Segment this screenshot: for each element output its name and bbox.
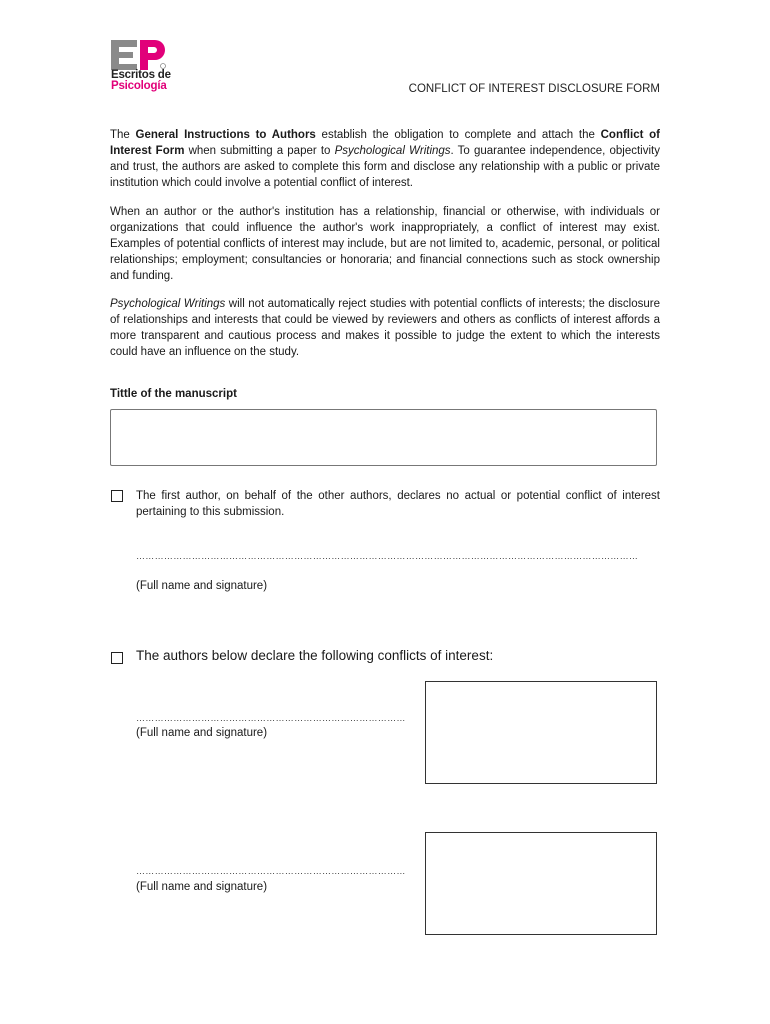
intro-paragraph-2: When an author or the author's institution has a relationship, financial or otherwise, with individuals or organizations that could influence the author's work inappropriately, a conflict of interest may exist. Examples of potential conflicts of interest may include, but are not limited to, academic, personal, or political relationships; employment; consultancies or honoraria; and financial connections such as stock ownership and funding. [110, 206, 660, 282]
conflicts-checkbox[interactable] [111, 652, 123, 664]
manuscript-title-field[interactable] [110, 409, 657, 466]
signature-label: (Full name and signature) [136, 727, 268, 739]
signature-label: (Full name and signature) [136, 580, 268, 592]
signature-line[interactable]: ……………………………………………………………………………………………………………………………………………… [136, 551, 639, 561]
signature-line[interactable]: …………………………………………………………………………… [136, 713, 406, 723]
logo-text-line1: Escritos de [111, 69, 171, 81]
manuscript-title-label: Tittle of the manuscript [110, 388, 237, 400]
signature-label: (Full name and signature) [136, 881, 268, 893]
no-conflict-statement: The first author, on behalf of the other authors, declares no actual or potential conflict of interest pertaining to this submission. [136, 490, 660, 518]
form-title: CONFLICT OF INTEREST DISCLOSURE FORM [408, 83, 660, 95]
conflict-description-box[interactable] [425, 832, 657, 935]
conflict-description-box[interactable] [425, 681, 657, 784]
ep-logo-icon [111, 40, 169, 72]
no-conflict-checkbox[interactable] [111, 490, 123, 502]
conflicts-statement: The authors below declare the following conflicts of interest: [136, 648, 494, 663]
intro-paragraph-1: The General Instructions to Authors establish the obligation to complete and attach the Conflict of Interest Form when submitting a paper to Psychological Writings. To guarantee independence, objectivity and trust, the authors are asked to complete this form and disclose any relationship with a public or private institution which could involve a potential conflict of interest. [110, 129, 660, 189]
intro-paragraph-3: Psychological Writings will not automatically reject studies with potential conflicts of interests; the disclosure of relationships and interests that could be viewed by reviewers and others as conflicts of interest affords a more transparent and cautious process and makes it possible to judge the extent to which the interests could have an influence on the study. [110, 298, 660, 358]
signature-line[interactable]: …………………………………………………………………………… [136, 866, 406, 876]
logo-text-line2: Psicología [111, 80, 167, 92]
journal-logo [111, 40, 181, 94]
